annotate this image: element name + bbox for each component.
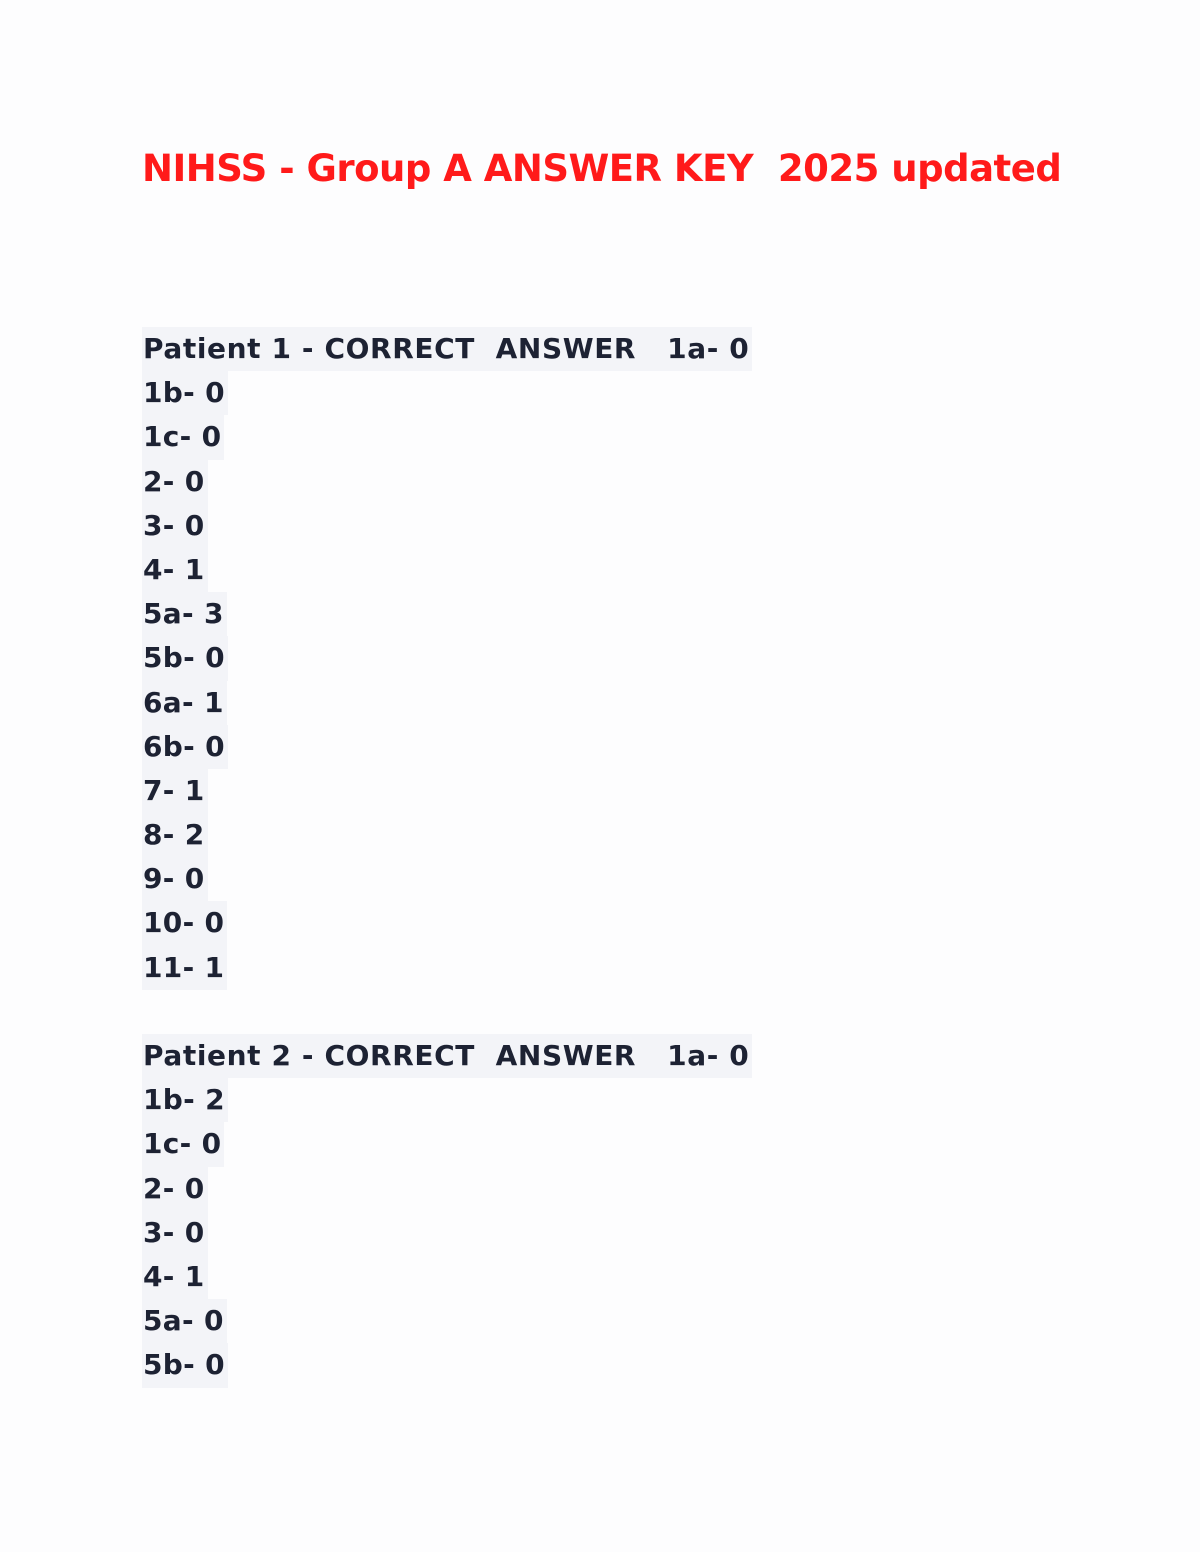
answer-line: 5b- 0 — [142, 1343, 228, 1387]
answer-line: 3- 0 — [142, 1211, 208, 1255]
answer-line: 6a- 1 — [142, 681, 227, 725]
answer-line: 5a- 0 — [142, 1299, 227, 1343]
answer-line: 5b- 0 — [142, 636, 228, 680]
answer-line: 1b- 0 — [142, 371, 228, 415]
answer-line: 4- 1 — [142, 548, 208, 592]
answer-line: 2- 0 — [142, 1167, 208, 1211]
answer-line: 11- 1 — [142, 946, 227, 990]
answer-line: 8- 2 — [142, 813, 208, 857]
answer-line: 1c- 0 — [142, 415, 224, 459]
answer-line: 9- 0 — [142, 857, 208, 901]
answer-line: 2- 0 — [142, 460, 208, 504]
answer-line: 4- 1 — [142, 1255, 208, 1299]
answer-line: 6b- 0 — [142, 725, 228, 769]
answer-line: 7- 1 — [142, 769, 208, 813]
patient-1-header: Patient 1 - CORRECT ANSWER 1a- 0 — [142, 327, 752, 371]
patient-2-header: Patient 2 - CORRECT ANSWER 1a- 0 — [142, 1034, 752, 1078]
document-title: NIHSS - Group A ANSWER KEY 2025 updated — [142, 147, 1062, 190]
answer-line: 5a- 3 — [142, 592, 227, 636]
patient-1-answers — [142, 327, 752, 990]
answer-line: 3- 0 — [142, 504, 208, 548]
answer-line: 1c- 0 — [142, 1122, 224, 1166]
answer-line: 10- 0 — [142, 901, 227, 945]
patient-2-answers — [142, 1034, 752, 1388]
answer-line: 1b- 2 — [142, 1078, 228, 1122]
